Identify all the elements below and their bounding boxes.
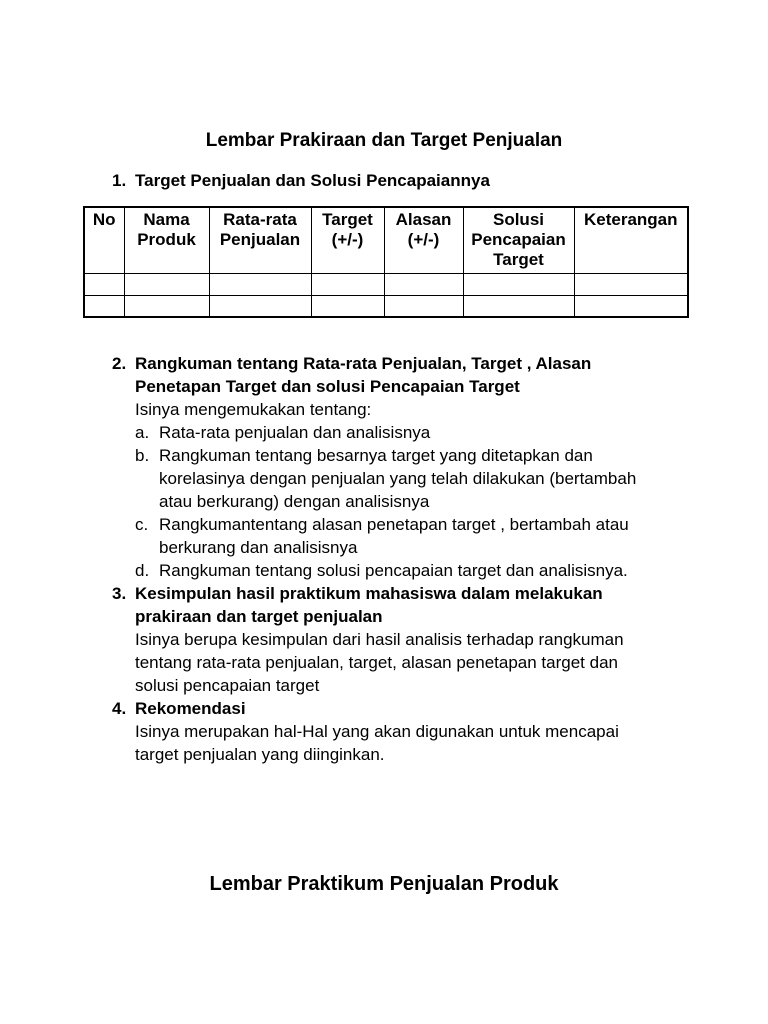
table-cell	[463, 273, 574, 295]
sub-item-a-text: Rata-rata penjualan dan analisisnya	[159, 423, 431, 442]
section-3-number: 3.	[112, 584, 127, 603]
sub-item-d	[135, 559, 655, 582]
section-4	[112, 697, 768, 766]
sub-item-c-text: Rangkumantentang alasan penetapan target , bertambah atau berkurang dan analisisnya	[159, 515, 629, 557]
section-2-heading: Rangkuman tentang Rata-rata Penjualan, Target , Alasan Penetapan Target dan solusi Pencapaian Target	[135, 354, 592, 396]
column-header-rata-rata-penjualan: Rata-rata Penjualan	[209, 207, 311, 273]
sub-item-b	[135, 444, 655, 513]
section-4-body: Isinya merupakan hal-Hal yang akan digunakan untuk mencapai target penjualan yang diinginkan.	[135, 722, 619, 764]
column-header-target: Target (+/-)	[311, 207, 384, 273]
sub-item-d-text: Rangkuman tentang solusi pencapaian target dan analisisnya.	[159, 561, 628, 580]
column-header-nama-produk: Nama Produk	[124, 207, 209, 273]
sub-item-b-letter: b.	[135, 446, 150, 465]
section-1-heading: Target Penjualan dan Solusi Pencapaiannya	[135, 171, 490, 190]
table-cell	[311, 273, 384, 295]
section-2-intro: Isinya mengemukakan tentang:	[135, 400, 372, 419]
table-cell	[311, 295, 384, 317]
section-1	[112, 169, 768, 192]
table-cell	[574, 295, 688, 317]
section-3-heading: Kesimpulan hasil praktikum mahasiswa dalam melakukan prakiraan dan target penjualan	[135, 584, 603, 626]
section-2-number: 2.	[112, 354, 127, 373]
table-header-row	[84, 207, 688, 273]
table-cell	[574, 273, 688, 295]
section-2	[112, 352, 768, 582]
table-cell	[384, 273, 463, 295]
column-header-alasan: Alasan (+/-)	[384, 207, 463, 273]
table-row	[84, 273, 688, 295]
table-cell	[209, 295, 311, 317]
column-header-no: No	[84, 207, 124, 273]
sub-item-c-letter: c.	[135, 515, 149, 534]
column-header-solusi-pencapaian-target: Solusi Pencapaian Target	[463, 207, 574, 273]
section-4-number: 4.	[112, 699, 127, 718]
section-1-number: 1.	[112, 171, 127, 190]
table-cell	[384, 295, 463, 317]
sales-target-table	[83, 206, 689, 318]
footer-title: Lembar Praktikum Penjualan Produk	[209, 873, 559, 895]
table-row	[84, 295, 688, 317]
sub-item-a	[135, 421, 655, 444]
sub-item-c	[135, 513, 655, 559]
sub-item-d-letter: d.	[135, 561, 150, 580]
table-cell	[124, 273, 209, 295]
sub-item-b-text: Rangkuman tentang besarnya target yang ditetapkan dan korelasinya dengan penjualan yang telah dilakukan (bertambah atau berkurang) dengan analisisnya	[159, 446, 637, 511]
section-3-body: Isinya berupa kesimpulan dari hasil analisis terhadap rangkuman tentang rata-rata penjualan, target, alasan penetapan target dan solusi pencapaian target	[135, 630, 624, 695]
table-cell	[463, 295, 574, 317]
table-cell	[209, 273, 311, 295]
table-cell	[124, 295, 209, 317]
section-4-heading: Rekomendasi	[135, 699, 246, 718]
section-3	[112, 582, 768, 697]
page-title: Lembar Prakiraan dan Target Penjualan	[205, 130, 563, 151]
sub-item-a-letter: a.	[135, 423, 150, 442]
column-header-keterangan: Keterangan	[574, 207, 688, 273]
table-cell	[84, 295, 124, 317]
table-cell	[84, 273, 124, 295]
